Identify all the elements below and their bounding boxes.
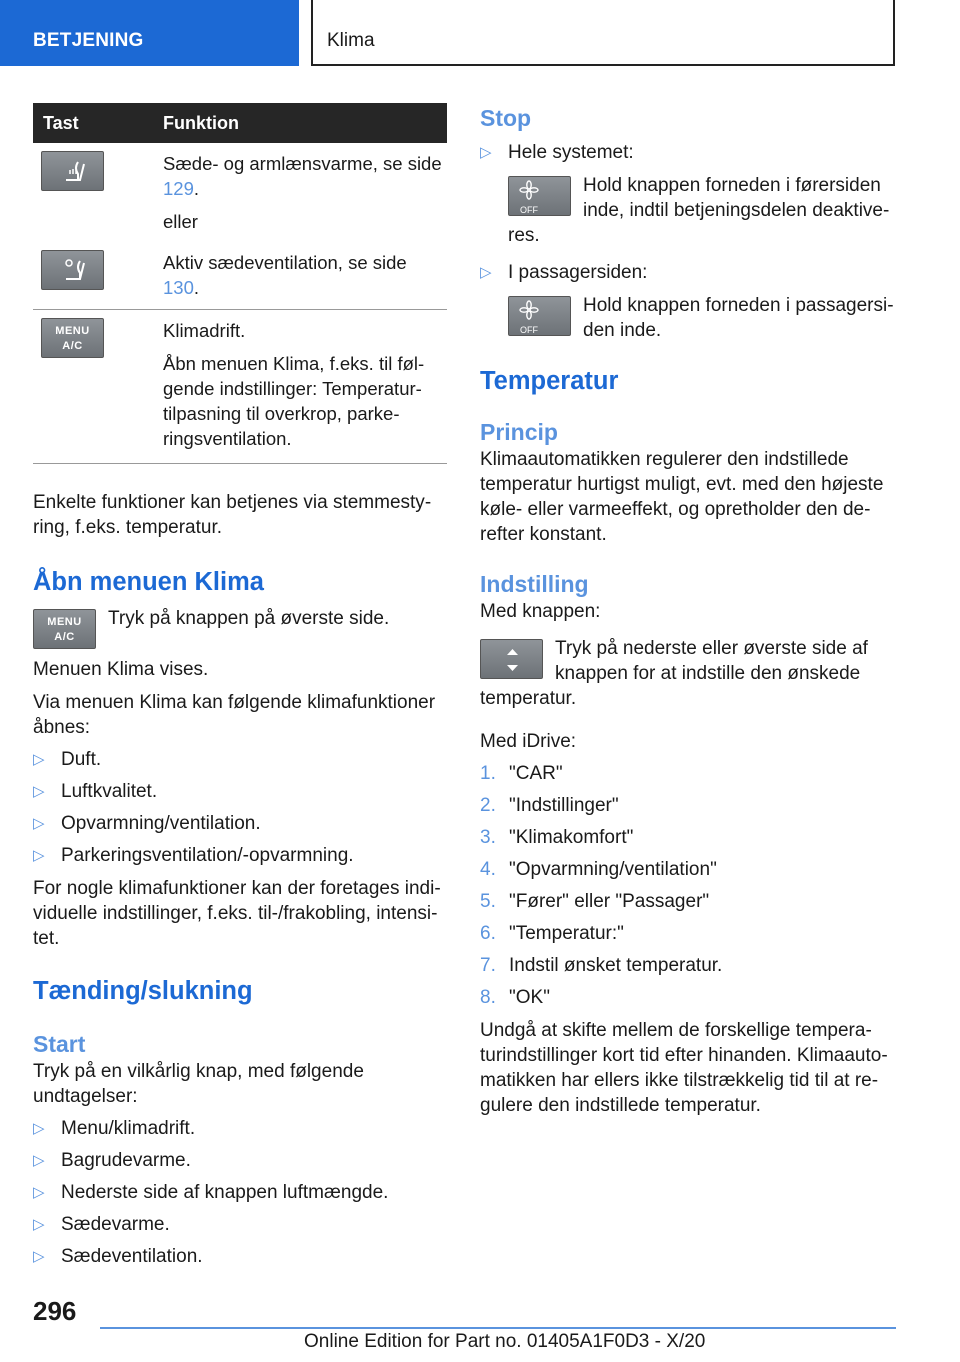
page-link-129[interactable]: 129 bbox=[163, 178, 194, 199]
exception-list bbox=[33, 1116, 447, 1269]
open-menu-instruction: Tryk på knappen på øverste side. bbox=[108, 608, 390, 629]
page-header bbox=[0, 0, 960, 66]
fan-off-button-icon bbox=[508, 176, 571, 216]
list-item: ▷ Sædevarme. bbox=[33, 1214, 170, 1235]
menu-ac-button-icon: MENU A/C bbox=[41, 318, 104, 358]
list-item: ▷ Nederste side af knappen luftmængde. bbox=[33, 1182, 389, 1203]
triangle-bullet-icon: ▷ bbox=[33, 815, 45, 832]
climate-function-list bbox=[33, 747, 447, 868]
function-table bbox=[33, 103, 447, 464]
list-item: ▷ Menu/klimadrift. bbox=[33, 1118, 196, 1139]
footer-divider bbox=[100, 1327, 896, 1329]
left-column bbox=[33, 103, 447, 1269]
list-item: 5. "Fører" eller "Passager" bbox=[480, 891, 710, 912]
via-menu-text: Via menuen Klima kan følgende klimafunktioner åbnes: bbox=[33, 692, 436, 738]
list-item: 7. Indstil ønsket temperatur. bbox=[480, 955, 723, 976]
triangle-bullet-icon: ▷ bbox=[33, 1184, 45, 1201]
heading-open-climate-menu: Åbn menuen Klima bbox=[33, 568, 264, 596]
triangle-bullet-icon: ▷ bbox=[33, 847, 45, 864]
svg-text:OFF: OFF bbox=[520, 205, 538, 215]
list-item: 1. "CAR" bbox=[480, 763, 563, 784]
principle-text: Klimaautomatikken regulerer den indstillede temperatur hurtigst muligt, evt. med den højeste køle- eller varmeeffekt, og opretholder den derefter konstant. bbox=[480, 449, 884, 545]
col-header-tast: Tast bbox=[33, 103, 163, 143]
page-number: 296 bbox=[33, 1296, 77, 1326]
svg-text:OFF: OFF bbox=[520, 325, 538, 335]
climate-menu-description: Åbn menuen Klima, f.eks. til følgende indstillinger: Temperaturtilpasning til overkrop, parkeringsventilation. bbox=[163, 353, 425, 449]
list-item: ▷ Bagrudevarme. bbox=[33, 1150, 191, 1171]
stop-list bbox=[480, 140, 896, 343]
chapter-title: Klima bbox=[311, 0, 895, 66]
list-item: 3. "Klimakomfort" bbox=[480, 827, 634, 848]
individual-settings-text: For nogle klimafunktioner kan der foretages individuelle indstillinger, f.eks. til-/frakobling, intensitet. bbox=[33, 878, 441, 949]
button-temperature-instruction: Tryk på nederste eller øverste side af knappen for at indstille den ønskede temperatur. bbox=[480, 638, 868, 709]
triangle-bullet-icon: ▷ bbox=[33, 1248, 45, 1265]
with-idrive-text: Med iDrive: bbox=[480, 731, 577, 752]
avoid-switching-text: Undgå at skifte mellem de forskellige temperaturindstillinger kort tid efter hinanden. Klimaautomatikken har ellers ikke tilstrækkelig tid til at regulere den indstillede temperatur. bbox=[480, 1020, 888, 1116]
list-item: ▷ Duft. bbox=[33, 749, 102, 770]
fan-off-button-icon bbox=[508, 296, 571, 336]
page-link-130[interactable]: 130 bbox=[163, 277, 194, 298]
triangle-bullet-icon: ▷ bbox=[33, 751, 45, 768]
col-header-funktion: Funktion bbox=[163, 103, 447, 143]
list-item: ▷ Opvarmning/ventilation. bbox=[33, 813, 261, 834]
list-item: ▷ I passagersiden: OFF Hold knappen forneden i passagersiden inde. bbox=[480, 260, 896, 343]
triangle-bullet-icon: ▷ bbox=[480, 264, 492, 281]
edition-text: Online Edition for Part no. 01405A1F0D3 - X/20 bbox=[304, 1331, 706, 1352]
heading-setting: Indstilling bbox=[480, 571, 589, 597]
heading-principle: Princip bbox=[480, 419, 558, 445]
heading-temperature: Temperatur bbox=[480, 367, 619, 395]
triangle-bullet-icon: ▷ bbox=[33, 1120, 45, 1137]
heading-start: Start bbox=[33, 1031, 86, 1057]
with-button-text: Med knappen: bbox=[480, 601, 601, 622]
stop-driver-instruction: Hold knappen forneden i førersiden inde, indtil betjeningsdelen deaktiveres. bbox=[508, 175, 890, 246]
list-item: 2. "Indstillinger" bbox=[480, 795, 619, 816]
triangle-bullet-icon: ▷ bbox=[33, 783, 45, 800]
seat-ventilation-button-icon bbox=[41, 250, 104, 290]
idrive-steps bbox=[480, 761, 896, 1010]
start-text: Tryk på en vilkårlig knap, med følgende undtagelser: bbox=[33, 1061, 364, 1107]
heading-stop: Stop bbox=[480, 105, 532, 131]
list-item: 8. "OK" bbox=[480, 987, 550, 1008]
seat-heating-button-icon bbox=[41, 151, 104, 191]
list-item: ▷ Hele systemet: OFF Hold knappen forneden i førersiden inde, indtil betjeningsdelen deaktiveres. bbox=[480, 140, 896, 248]
triangle-bullet-icon: ▷ bbox=[480, 144, 492, 161]
triangle-bullet-icon: ▷ bbox=[33, 1216, 45, 1233]
seat-ventilation-text: Aktiv sædeventilation, se side 130. bbox=[163, 252, 407, 298]
list-item: ▷ Sædeventilation. bbox=[33, 1246, 203, 1267]
seat-heating-text: Sæde- og armlænsvarme, se side 129. bbox=[163, 153, 442, 199]
list-item: 6. "Temperatur:" bbox=[480, 923, 624, 944]
menu-ac-button-icon: MENU A/C bbox=[33, 609, 96, 649]
or-text: eller bbox=[163, 211, 198, 232]
list-item: 4. "Opvarmning/ventilation" bbox=[480, 859, 717, 880]
triangle-bullet-icon: ▷ bbox=[33, 1152, 45, 1169]
section-tab[interactable]: BETJENING bbox=[0, 0, 299, 66]
voice-control-text: Enkelte funktioner kan betjenes via stemmestyring, f.eks. temperatur. bbox=[33, 492, 432, 538]
stop-passenger-instruction: Hold knappen forneden i passagersiden inde. bbox=[583, 295, 894, 341]
menu-shown-text: Menuen Klima vises. bbox=[33, 659, 209, 680]
list-item: ▷ Luftkvalitet. bbox=[33, 781, 158, 802]
heading-on-off: Tænding/slukning bbox=[33, 977, 253, 1005]
temperature-rocker-button-icon bbox=[480, 639, 543, 679]
climate-mode-text: Klimadrift. bbox=[163, 320, 246, 341]
list-item: ▷ Parkeringsventilation/-opvarmning. bbox=[33, 845, 354, 866]
right-column bbox=[480, 103, 896, 1118]
